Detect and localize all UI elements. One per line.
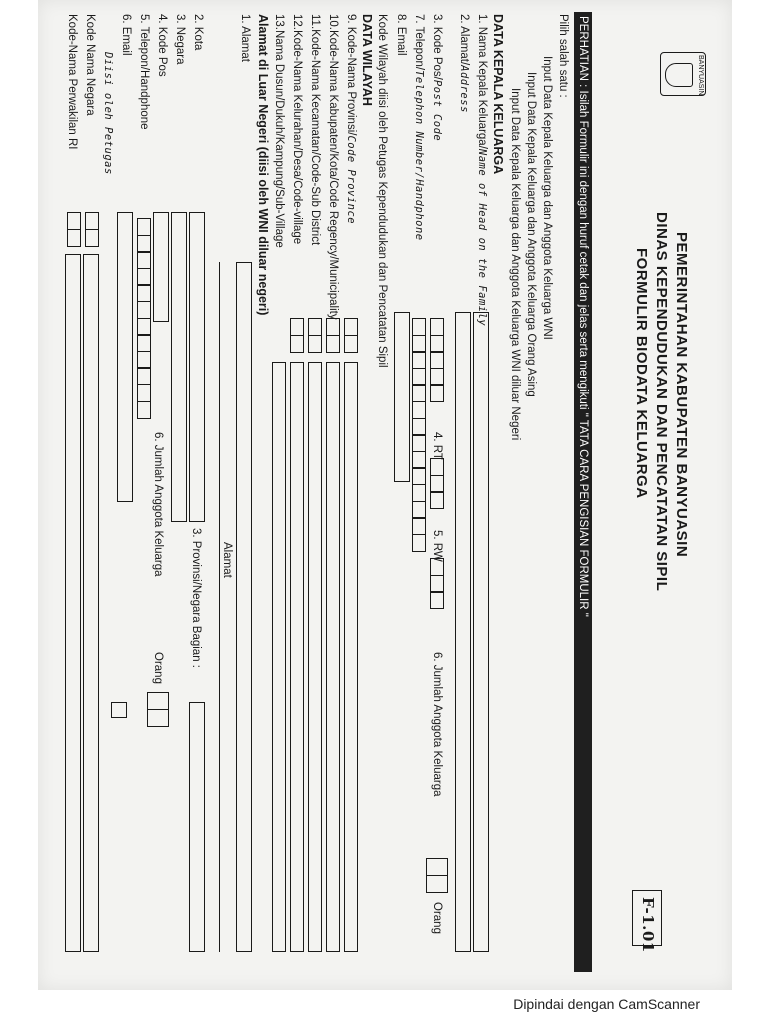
representative-code-cells[interactable] (67, 212, 81, 245)
foreign-email-field[interactable] (117, 212, 133, 502)
kepala-f8-label: 8. Email (395, 14, 407, 56)
province-code-cells[interactable] (344, 318, 358, 351)
kepala-f2-label (457, 14, 471, 113)
form-code-box (632, 890, 662, 953)
postcode-cells[interactable] (430, 318, 444, 401)
luar-f3-label: 3. Negara (174, 14, 186, 65)
wilayah-title: DATA WILAYAH (360, 14, 374, 106)
f1-text: 1. Nama Kepala Keluarga/ (476, 14, 488, 149)
notice-bar: PERHATIAN : Isilah Formulir ini dengan huruf cetak dan jelas serta mengikuti " TATA CARA PENGISIAN FORMULIR " (574, 12, 592, 972)
perwakilan-label: Kode-Nama Perwakilan RI (66, 14, 78, 150)
header-line2: DINAS KEPENDUDUKAN DAN PENCATATAN SIPIL (653, 212, 670, 592)
alamat-caption: Alamat (221, 542, 233, 578)
district-code-cells[interactable] (308, 318, 322, 351)
foreign-jumlah-cells[interactable] (147, 692, 169, 725)
logo-emblem (660, 52, 706, 96)
foreign-phone-cells[interactable] (137, 218, 151, 417)
f9-text: 9. Kode-Nama Provinsi/ (345, 14, 357, 136)
option-3[interactable]: Input Data Kepala Keluarga dan Anggota Keluarga WNI diluar Negeri (509, 88, 521, 441)
jumlah-cells[interactable] (426, 858, 448, 891)
address-underline (219, 262, 220, 952)
phone-cells[interactable] (412, 318, 426, 551)
city-field[interactable] (189, 212, 205, 522)
f1-en: Name of Head on the Family (476, 148, 488, 327)
header-line3: FORMULIR BIODATA KELUARGA (633, 248, 650, 499)
shield-icon (665, 63, 693, 87)
luar-title: Alamat di Luar Negeri (diisi oleh WNI diluar negeri) (256, 14, 270, 316)
email-field[interactable] (394, 312, 410, 482)
f2-en: Address (458, 65, 470, 113)
wilayah-f13-label: 13.Nama Dusun/Dukuh/Kampung/Sub-Village (273, 14, 285, 248)
options-title: Pilih salah satu : (557, 14, 569, 98)
luar-f6j-label: 6. Jumlah Anggota Keluarga (152, 432, 164, 577)
foreign-postcode-field[interactable] (153, 212, 169, 322)
luar-orang-label: Orang (152, 652, 164, 684)
f7-text: 7. Telepon/ (413, 14, 425, 71)
luar-f5-label: 5. Telepon/Handphone (138, 14, 150, 130)
luar-f2-label: 2. Kota (192, 14, 204, 51)
rw-label: 5. RW (431, 530, 443, 562)
option-2[interactable]: Input Data Kepala Keluarga dan Anggota Keluarga Orang Asing (525, 72, 537, 397)
district-name-field[interactable] (308, 362, 322, 952)
option-1[interactable]: Input Data Kepala Keluarga dan Anggota Keluarga WNI (541, 56, 553, 340)
village-name-field[interactable] (290, 362, 304, 952)
subvillage-field[interactable] (272, 362, 286, 952)
f7-en: Telephon Number/Handphone (413, 70, 425, 241)
luar-f3p-label: 3. Provinsi/Negara Bagian : (190, 528, 202, 668)
wilayah-f12-label: 12.Kode-Nama Kelurahan/Desa/Code-village (291, 14, 303, 245)
f3-en: Post Code (431, 79, 443, 142)
state-field[interactable] (189, 702, 205, 952)
representative-name-field[interactable] (65, 254, 81, 952)
regency-code-cells[interactable] (326, 318, 340, 351)
f2-text: 2. Alamat/ (458, 14, 470, 66)
country-field[interactable] (171, 212, 187, 522)
regency-name-field[interactable] (326, 362, 340, 952)
petugas-note: Diisi oleh Petugas (102, 52, 114, 175)
country-code-cells[interactable] (85, 212, 99, 245)
scanner-watermark: Dipindai dengan CamScanner (513, 996, 700, 1012)
f9-en: Code Province (345, 135, 357, 225)
address-field[interactable] (455, 312, 471, 952)
f3-text: 3. Kode Pos/ (431, 14, 443, 80)
foreign-address-field[interactable] (236, 262, 252, 952)
kepala-f1-label (475, 14, 489, 326)
luar-f6-label: 6. Email (120, 14, 132, 56)
wilayah-f10-label: 10.Kode-Nama Kabupaten/Kota/Code Regency/Municipality (327, 14, 339, 320)
orang-label: Orang (431, 902, 443, 934)
kepala-f3-label (430, 14, 444, 141)
checkbox-square[interactable] (111, 702, 127, 718)
country-name-field[interactable] (83, 254, 99, 952)
form-page (30, 12, 710, 972)
header-line1: PEMERINTAHAN KABUPATEN BANYUASIN (673, 232, 690, 558)
province-name-field[interactable] (344, 362, 358, 952)
kepala-title: DATA KEPALA KELUARGA (491, 14, 505, 175)
wilayah-f11-label: 11.Kode-Nama Kecamatan/Code-Sub District (309, 14, 321, 246)
village-code-cells[interactable] (290, 318, 304, 351)
wilayah-f9-label (344, 14, 358, 224)
kode-negara-label: Kode Nama Negara (84, 14, 96, 116)
form-code: F-1.01 (639, 897, 657, 953)
head-name-field[interactable] (473, 312, 489, 952)
luar-f4-label: 4. Kode Pos (156, 14, 168, 77)
luar-f1-label: 1. Alamat (239, 14, 251, 62)
rt-label: 4. RT (431, 432, 443, 460)
wilayah-note: Kode Wilayah diisi oleh Petugas Kependudukan dan Pencatatan Sipil (376, 14, 388, 368)
jumlah-label: 6. Jumlah Anggota Keluarga (431, 652, 443, 797)
rw-cells[interactable] (430, 558, 444, 608)
rt-cells[interactable] (430, 458, 444, 508)
logo-text: BANYUASIN (697, 55, 704, 96)
kepala-f7-label (412, 14, 426, 241)
